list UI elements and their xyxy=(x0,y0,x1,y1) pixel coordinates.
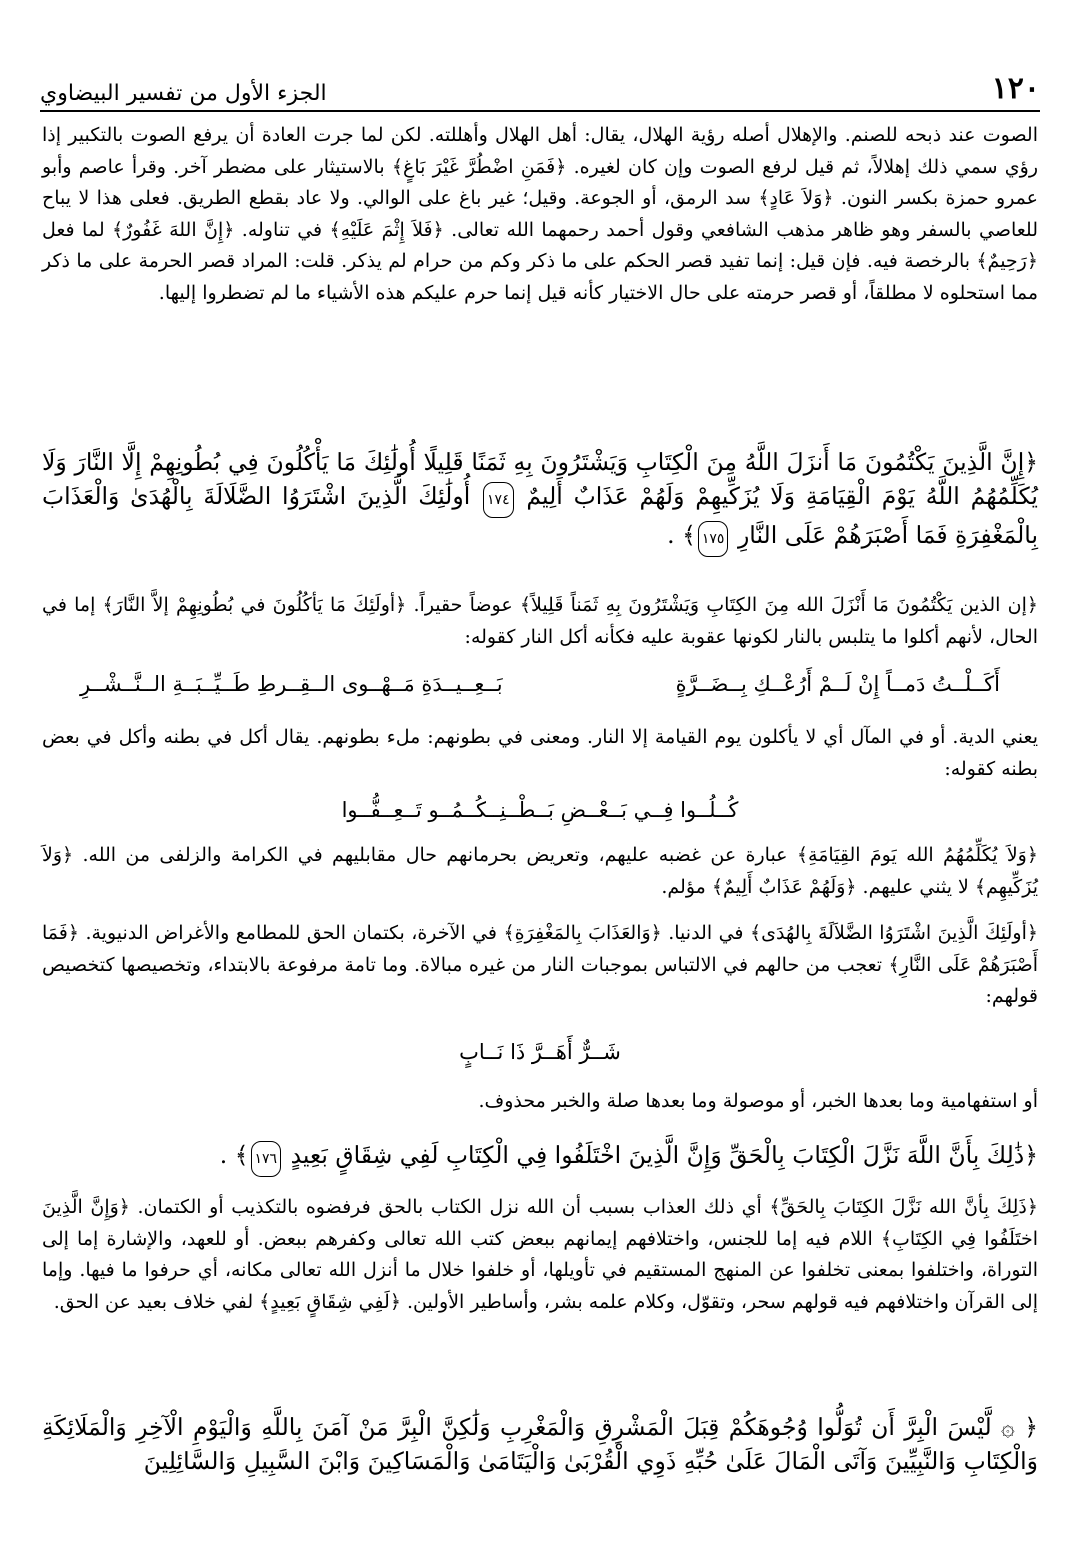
verse-text: ﴿ ۞ لَّيْسَ الْبِرَّ أَن تُوَلُّوا وُجُوهَكُمْ قِبَلَ الْمَشْرِقِ وَالْمَغْرِبِ وَلَٰكِنَّ الْبِرَّ مَنْ آمَنَ بِاللَّهِ وَالْيَوْمِ الْآخِرِ وَالْمَلَائِكَةِ وَالْكِتَابِ وَالنَّبِيِّينَ وَآتَى الْمَالَ عَلَىٰ حُبِّهِ ذَوِي الْقُرْبَىٰ وَالْيَتَامَىٰ وَالْمَسَاكِينَ وَابْنَ السَّبِيلِ وَالسَّائِلِينَ xyxy=(42,1413,1038,1475)
verse-174-text: ﴿إِنَّ الَّذِينَ يَكْتُمُونَ مَا أَنزَلَ اللَّهُ مِنَ الْكِتَابِ وَيَشْتَرُونَ بِهِ ثَمَنًا قَلِيلًا أُولَٰئِكَ مَا يَأْكُلُونَ فِي بُطُونِهِمْ إِلَّا النَّارَ وَلَا يُكَلِّمُهُمُ اللَّهُ يَوْمَ الْقِيَامَةِ وَلَا يُزَكِّيهِمْ وَلَهُمْ عَذَابٌ أَلِيمٌ xyxy=(42,448,1038,510)
poem-hemistich-2: بَــعِــيــدَةِ مَــهْــوى الــقِــرطِ طَــيِّــبَــةِ الــنَّــشْــرِ xyxy=(80,672,503,696)
verse-number-176: ١٧٦ xyxy=(251,1141,282,1177)
commentary-paragraph-2 xyxy=(42,590,1038,653)
verse-end-bracket: ﴾ . xyxy=(667,521,696,549)
paragraph-text: أو استفهامية وما بعدها الخبر، أو موصولة وما بعدها صلة والخبر محذوف. xyxy=(478,1090,1038,1112)
paragraph-text: ﴿وَلاَ يُكَلِّمُهُمُ الله يَومَ القِيَامَةِ﴾ عبارة عن غضبه عليهم، وتعريض بحرمانهم حال مقابليهم في الكرامة والزلفى من الله. ﴿وَلاَ يُزَكِّيهِم﴾ لا يثني عليهم. ﴿وَلَهُمْ عَذَابٌ أَلِيمٌ﴾ مؤلم. xyxy=(42,844,1038,898)
running-title: الجزء الأول من تفسير البيضاوي xyxy=(40,81,327,106)
quran-verse-block-3 xyxy=(42,1410,1038,1478)
commentary-paragraph-3 xyxy=(42,722,1038,785)
verse-175-text: أُولَٰئِكَ الَّذِينَ اشْتَرَوُا الضَّلَالَةَ بِالْهُدَىٰ وَالْعَذَابَ بِالْمَغْفِرَةِ فَمَا أَصْبَرَهُمْ عَلَى النَّارِ xyxy=(42,482,1038,549)
commentary-paragraph-6 xyxy=(42,1086,1038,1118)
paragraph-text: يعني الدية. أو في المآل أي لا يأكلون يوم القيامة إلا النار. ومعنى في بطونهم: ملء بطونهم. يقال أكل في بطنه وأكل في بعض بطنه كقوله: xyxy=(42,726,1038,780)
poem-hemistich-1: أَكَــلْــتُ دَمــاً إِنْ لَــمْ أَرُعْــكِ بِــضَــرَّةٍ xyxy=(675,672,1000,696)
verse-text xyxy=(42,445,1038,557)
poem-verse-1 xyxy=(80,672,1000,696)
commentary-paragraph-5 xyxy=(42,918,1038,1013)
commentary-paragraph-1 xyxy=(42,120,1038,309)
poem-verse-3 xyxy=(42,1040,1038,1064)
commentary-paragraph-7 xyxy=(42,1192,1038,1318)
paragraph-text: ﴿إن الذين يَكْتُمُونَ مَا أَنْزَلَ الله مِنَ الكِتَابِ وَيَشْتَرُونَ بِهِ ثَمَناً قَلِيلاً﴾ عوضاً حقيراً. ﴿أولَئِكَ مَا يَأكُلُونَ في بُطُونِهِمْ إلاَّ النَّارَ﴾ إما في الحال، لأنهم أكلوا ما يتلبس بالنار لكونها عقوبة عليه فكأنه أكل النار كقوله: xyxy=(42,594,1038,648)
verse-176-text: ﴿ذَٰلِكَ بِأَنَّ اللَّهَ نَزَّلَ الْكِتَابَ بِالْحَقِّ وَإِنَّ الَّذِينَ اخْتَلَفُوا فِي الْكِتَابِ لَفِي شِقَاقٍ بَعِيدٍ xyxy=(290,1141,1038,1169)
poem-line: كُــلُــوا فِــي بَــعْــضِ بَــطْــنِــكُــمُــو تَــعِــفُّــوا xyxy=(341,798,739,822)
page-header xyxy=(40,58,1040,112)
paragraph-text: ﴿ذَلِكَ بِأنَّ الله نَزَّلَ الكِتَابَ بِالحَقِّ﴾ أي ذلك العذاب بسبب أن الله نزل الكتاب بالحق فرفضوه بالتكذيب أو الكتمان. ﴿وَإِنَّ الَّذِينَ اختَلَفُوا فِي الكِتَابِ﴾ اللام فيه إما للجنس، واختلافهم إيمانهم ببعض كتب الله تعالى وكفرهم ببعض. أو للعهد، والإشارة إما إلى التوراة، واختلفوا بمعنى تخلفوا عن المنهج المستقيم في تأويلها، أو خلفوا خلال ما أنزل الله تعالى مكانه، أي حرفوا ما فيها. وإما إلى القرآن واختلافهم فيه قولهم سحر، وتقوّل، وكلام علمه بشر، وأساطير الأولين. ﴿لَفِي شِقَاقٍ بَعِيدٍ﴾ لفي خلاف بعيد عن الحق. xyxy=(42,1196,1038,1313)
verse-end-bracket: ﴾ . xyxy=(219,1141,249,1169)
verse-number-174: ١٧٤ xyxy=(483,482,514,518)
verse-text xyxy=(42,1138,1038,1177)
poem-line: شَــرٌّ أَهَــرَّ ذَا نَــابٍ xyxy=(459,1040,621,1064)
paragraph-text: الصوت عند ذبحه للصنم. والإهلال أصله رؤية الهلال، يقال: أهل الهلال وأهللته. لكن لما جرت العادة أن يرفع الصوت بالتكبير إذا رؤي سمي ذلك إهلالاً، ثم قيل لرفع الصوت وإن كان لغيره. ﴿فَمَنِ اضْطُرَّ غَيْرَ بَاغٍ﴾ بالاستيثار على مضطر آخر. وقرأ عاصم وأبو عمرو حمزة بكسر النون. ﴿وَلاَ عَادٍ﴾ سد الرمق، أو الجوعة. وقيل؛ غير باغ على الوالي. ولا عاد بقطع الطريق. فعلى هذا لا يباح للعاصي بالسفر وهو ظاهر مذهب الشافعي وقول أحمد رحمهما الله تعالى. ﴿فَلاَ إِثْمَ عَلَيْهِ﴾ في تناوله. ﴿إِنَّ اللهَ غَفُورٌ﴾ لما فعل ﴿رَحِيمٌ﴾ بالرخصة فيه. فإن قيل: إنما تفيد قصر الحكم على ما ذكر وكم من حرام لم يذكر. قلت: المراد قصر الحرمة على ما ذكر مما استحلوه لا مطلقاً، أو قصر حرمته على حال الاختيار كأنه قيل إنما حرم عليكم هذه الأشياء ما لم تضطروا إليها. xyxy=(42,124,1038,304)
commentary-paragraph-4 xyxy=(42,840,1038,903)
paragraph-text: ﴿أولَئِكَ الَّذِينَ اشْتَرَوُا الضَّلاَلَةَ بِالهُدَى﴾ في الدنيا. ﴿وَالعَذَابَ بِالمَغْفِرَةِ﴾ في الآخرة، بكتمان الحق للمطامع والأغراض الدنيوية. ﴿فَمَا أَصْبَرَهُمْ عَلَى النَّارِ﴾ تعجب من حالهم في الالتباس بموجبات النار من غيره مبالاة. وما تامة مرفوعة بالابتداء، وتخصيصها كتخصيص قولهم: xyxy=(42,922,1038,1007)
verse-number-175: ١٧٥ xyxy=(698,521,729,557)
quran-verse-block-2 xyxy=(42,1138,1038,1177)
quran-verse-block-1 xyxy=(42,445,1038,557)
poem-verse-2 xyxy=(42,798,1038,822)
page-number: ١٢٠ xyxy=(991,71,1040,106)
